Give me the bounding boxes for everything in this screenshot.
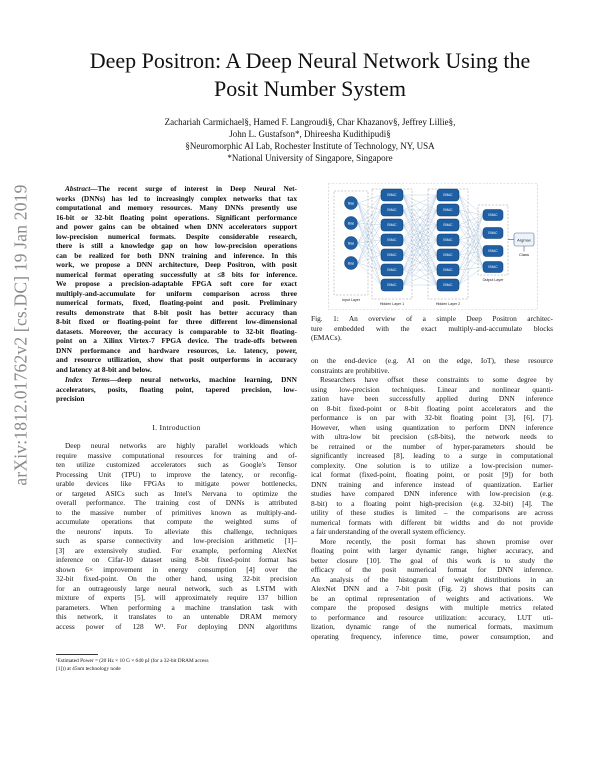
- connection-edge: [358, 240, 381, 263]
- affiliation-line: *National University of Singapore, Singapore: [227, 152, 393, 163]
- body-line: shown 6× improvement in energy consumption [4] over the: [56, 564, 297, 574]
- arxiv-identifier[interactable]: arXiv:1812.01762v2 [cs.DC] 19 Jan 2019: [10, 184, 31, 486]
- body-line: Processing Unit (TPU) to improve the latency, or reconfig-: [56, 469, 297, 479]
- emac-output-node-label: EMAC: [488, 213, 498, 218]
- body-line: AlexNet DNN and a 7-bit posit (Fig. 2) shows that posits can: [311, 584, 553, 593]
- body-line: 32-bit fixed-point. On the other hand, using 32-bit precision: [56, 574, 297, 583]
- connection-edge: [459, 210, 483, 233]
- connection-edge: [358, 225, 381, 263]
- body-line: mixture of experts [5], will approximately require 137 billion: [56, 593, 297, 602]
- connection-edge: [459, 210, 483, 251]
- body-line: accumulate operations that compute the weighted sums of: [56, 517, 297, 526]
- footnote: [56, 658, 297, 673]
- emac-node-label: EMAC: [387, 253, 397, 258]
- abstract-line: can be realized for both DNN training and inference. In this: [56, 250, 297, 260]
- body-line: be an optimal representation of weights and activations. We: [311, 593, 553, 603]
- connection-edge: [459, 267, 483, 285]
- footnote-line: [1])) at 45nm technology node: [56, 665, 121, 672]
- body-line: on 8-bit fixed-point or 8-bit floating point accelerators and the: [311, 403, 553, 413]
- body-line: inference on Cifar-10 dataset using 8-bit fixed-point format has: [56, 555, 297, 564]
- body-line: this network, it translates to an untenable DRAM memory: [56, 612, 297, 621]
- hidden-layer-1-nodes: [381, 189, 403, 291]
- emac-node-label: EMAC: [387, 283, 397, 288]
- index-terms-line: accelerators, posits, floating point, tapered precision, low-: [56, 384, 297, 394]
- body-line: parameters. When performing a machine translation task with: [56, 602, 297, 612]
- abstract-line: numerical format operating successfully at ≤8 bits for inference.: [56, 269, 297, 279]
- abstract-label: Abstract—: [65, 184, 98, 193]
- abstract-line: DNN performance and hardware resources, i.e. latency, power,: [56, 345, 297, 355]
- index-terms: [56, 375, 297, 404]
- abstract-line: numerical formats, fixed, floating-point and posit. Preliminary: [56, 298, 297, 307]
- author-line: John L. Gustafson*, Dhireesha Kudithipudi§: [229, 128, 391, 139]
- body-line: numerical formats with different bit widths and do not provide: [311, 517, 553, 527]
- body-line: efficacy of the posit numerical format for DNN inference.: [311, 565, 553, 574]
- connection-edge: [358, 223, 381, 270]
- figure-1-diagram: [328, 183, 538, 310]
- output-layer-label: Output Layer: [482, 278, 504, 282]
- abstract-line: there is still a knowledge gap on how low-precision operations: [56, 241, 297, 250]
- index-terms-line: Index Terms—deep neural networks, machine learning, DNN: [65, 375, 297, 384]
- connection-edge: [358, 223, 381, 285]
- emac-node-label: EMAC: [387, 208, 397, 213]
- body-line: for an outrageously large neural network, such as LSTM with: [56, 583, 297, 593]
- body-line: using low-precision techniques. Linear and nonlinear quanti-: [311, 384, 553, 394]
- abstract-line: 16-bit or 32-bit floating point operations. Significant performance: [56, 212, 297, 222]
- connection-edge: [358, 255, 381, 263]
- body-line: zation have been successfully applied during DNN inference: [311, 394, 553, 403]
- abstract-line: multiply-and-accumulate for uniform comparison across three: [56, 288, 297, 298]
- body-line: to the massive number of primitives known as multiply-and-: [56, 507, 297, 517]
- emac-output-node-label: EMAC: [488, 231, 498, 236]
- emac-node-label: EMAC: [387, 193, 397, 198]
- emac-node-label: EMAC: [387, 223, 397, 228]
- connection-edge: [459, 215, 483, 255]
- body-line: require massive computational resources for training and of-: [56, 450, 297, 460]
- abstract-line: results demonstrate that 8-bit posit has better accuracy than: [56, 307, 297, 317]
- body-line: compare the proposed designs with multiple metrics related: [311, 603, 553, 612]
- connection-edge: [358, 223, 381, 225]
- class-label: Class: [518, 252, 530, 257]
- caption-line: (EMACs).: [311, 333, 342, 342]
- connection-edge: [358, 195, 381, 263]
- author-line: Zachariah Carmichael§, Hamed F. Langroudi§, Char Khazanov§, Jeffrey Lillie§,: [164, 117, 456, 127]
- body-line: with ultra-low bit precision (≤8-bits), the network needs to: [311, 432, 553, 441]
- emac-output-node-label: EMAC: [488, 249, 498, 254]
- abstract-line: and resource utilization, show that posit outperforms in accuracy: [56, 355, 297, 364]
- arxiv-sidebar: [6, 100, 36, 570]
- footnote-line: ¹Estimated Power = (20 Hz × 10 G × 640 pJ (for a 32-bit DRAM access: [56, 658, 209, 664]
- connection-edge: [358, 203, 381, 240]
- abstract-line: datasets. Moreover, the accuracy is comparable to 32-bit floating-: [56, 326, 297, 336]
- body-line: Researchers have offset these constraints to some degree by: [320, 375, 553, 384]
- body-line: or targeted ASICs such as Intel's Nervana to optimize the: [56, 488, 297, 498]
- argmax-label: Argmax: [517, 237, 531, 243]
- body-line: constraints are prohibitive.: [311, 365, 390, 375]
- abstract-line: computational and memory resources. Many DNNs presently use: [56, 203, 297, 212]
- network-diagram: [328, 183, 538, 310]
- abstract-line: Abstract—The recent surge of interest in Deep Neural Net-: [65, 184, 297, 193]
- index-terms-line: precision: [56, 394, 85, 403]
- body-line: better closure [10]. The goal of this work is to study the: [311, 555, 553, 565]
- connection-edge: [358, 210, 381, 223]
- abstract-line: works (DNNs) has led to increasingly complex networks that tax: [56, 193, 297, 203]
- body-line: More recently, the posit format has shown promise over: [320, 536, 553, 546]
- emac-node-label: EMAC: [443, 238, 453, 243]
- figure-caption: [311, 314, 553, 343]
- hidden-layer-1-label: Hidden Layer 1: [379, 302, 405, 306]
- body-line: to performance and resource utilization: accuracy, LUT uti-: [311, 612, 553, 622]
- connection-edge: [358, 243, 381, 255]
- emac-node-label: EMAC: [387, 268, 397, 273]
- emac-node-label: EMAC: [443, 208, 453, 213]
- abstract-line: and power gains can be obtained when DNN accelerators support: [56, 222, 297, 231]
- abstract-line: point on a Xilinx Virtex-7 FPGA device. The trade-offs between: [56, 336, 297, 345]
- connection-edge: [358, 195, 381, 243]
- affiliation-line: §Neuromorphic AI Lab, Rochester Institute of Technology, NY, USA: [185, 141, 435, 151]
- connection-edge: [459, 251, 483, 285]
- right-column-text: [311, 356, 553, 641]
- body-line: lization, dynamic range of the numerical formats, maximum: [311, 622, 553, 631]
- body-line: a fair understanding of the overall system efficiency.: [311, 527, 466, 536]
- input-layer-label: Input Layer: [342, 298, 360, 302]
- body-line: significantly increased [8], leading to a surge in computational: [311, 451, 553, 460]
- connection-edge: [459, 233, 483, 240]
- body-line: overall performance. The training cost of DNNs is attributed: [56, 498, 297, 507]
- paper-title-line: Deep Positron: A Deep Neural Network Using the: [89, 48, 531, 73]
- body-line: on the end-device (e.g. AI on the edge, IoT), these resource: [311, 356, 553, 365]
- abstract: [56, 184, 297, 374]
- connection-edge: [459, 210, 483, 215]
- connection-edge: [459, 240, 483, 251]
- caption-line: ture embedded with the exact multiply-and-accumulate blocks: [311, 323, 553, 333]
- body-line: [3] are extensively studied. For example, performing AlexNet: [56, 545, 297, 555]
- introduction-text: [56, 441, 297, 631]
- emac-output-node-label: EMAC: [488, 265, 498, 270]
- hidden-layer-2-nodes: [437, 189, 459, 291]
- emac-node-label: EMAC: [443, 283, 453, 288]
- body-line: DNN training and inference instead of quantization. Earlier: [311, 479, 553, 489]
- body-line: ical format (fixed-point, floating point, or posit [9]) for both: [311, 470, 553, 479]
- index-terms-label: Index Terms—: [65, 375, 118, 384]
- emac-node-label: EMAC: [387, 238, 397, 243]
- abstract-line: We propose a precision-adaptable FPGA soft core for exact: [56, 279, 297, 288]
- body-line: ten utilize customized accelerators such as Google's Tensor: [56, 460, 297, 469]
- body-line: be retrained or the number of hyper-parameters should be: [311, 441, 553, 451]
- body-line: studies have compared DNN inference with low-precision (e.g.: [311, 489, 553, 498]
- connection-edge: [358, 263, 381, 285]
- body-line: However, when using quantization to perform DNN inference: [311, 422, 553, 432]
- input-node-label: Bias: [347, 261, 355, 266]
- body-line: An analysis of the histogram of weight distributions in an: [311, 574, 553, 584]
- body-line: utility of these studies is limited – the comparisons are across: [311, 508, 553, 517]
- body-line: Deep neural networks are highly parallel workloads which: [65, 441, 297, 450]
- body-line: access power of 128 W¹. For deploying DNN algorithms: [56, 621, 297, 631]
- body-line: the neurons' inputs. To alleviate this challenge, techniques: [56, 526, 297, 536]
- input-node-label: Bias: [347, 201, 355, 206]
- connection-edge: [459, 255, 483, 267]
- body-line: performance is on par with 32-bit floating point [3], [6], [7].: [311, 413, 553, 422]
- emac-node-label: EMAC: [443, 223, 453, 228]
- hidden-layer-2-label: Hidden Layer 2: [435, 302, 461, 306]
- input-node-label: Bias: [347, 241, 355, 246]
- emac-node-label: EMAC: [443, 268, 453, 273]
- input-node-label: Bias: [347, 221, 355, 226]
- paper-title-line: Posit Number System: [214, 76, 406, 101]
- body-line: such as sparse connectivity and low-precision arithmetic [1]–: [56, 536, 297, 545]
- body-line: 8-bit) to a floating point high-precision (e.g. 32-bit) [4]. The: [311, 498, 553, 508]
- body-line: floating point with larger dynamic range, higher accuracy, and: [311, 546, 553, 555]
- caption-line: Fig. 1: An overview of a simple Deep Positron architec-: [311, 314, 553, 323]
- emac-node-label: EMAC: [443, 193, 453, 198]
- connection-edge: [358, 223, 381, 240]
- connection-edge: [459, 215, 483, 285]
- emac-node-label: EMAC: [443, 253, 453, 258]
- connection-edge: [459, 233, 483, 285]
- abstract-line: 8-bit fixed or floating-point for three different low-dimensional: [56, 317, 297, 326]
- abstract-line: and latency at 8-bit and below.: [56, 364, 152, 374]
- section-heading: I. Introduction: [152, 423, 201, 432]
- output-nodes: [483, 210, 503, 273]
- body-line: operating frequency, inference time, power consumption, and: [311, 631, 553, 641]
- connection-edge: [358, 195, 381, 203]
- abstract-line: low-precision numerical formats. Despite considerable research,: [56, 231, 297, 241]
- body-line: complexity. One solution is to utilize a low-precision numer-: [311, 460, 553, 470]
- input-nodes: [345, 197, 358, 270]
- connection-edge: [358, 210, 381, 263]
- connection-edge: [459, 195, 483, 233]
- body-line: urable devices like FPGAs to mitigate power bottlenecks,: [56, 479, 297, 488]
- abstract-line: work, we propose a DNN architecture, Deep Positron, with posit: [56, 260, 297, 269]
- footnote-rule: [56, 654, 98, 655]
